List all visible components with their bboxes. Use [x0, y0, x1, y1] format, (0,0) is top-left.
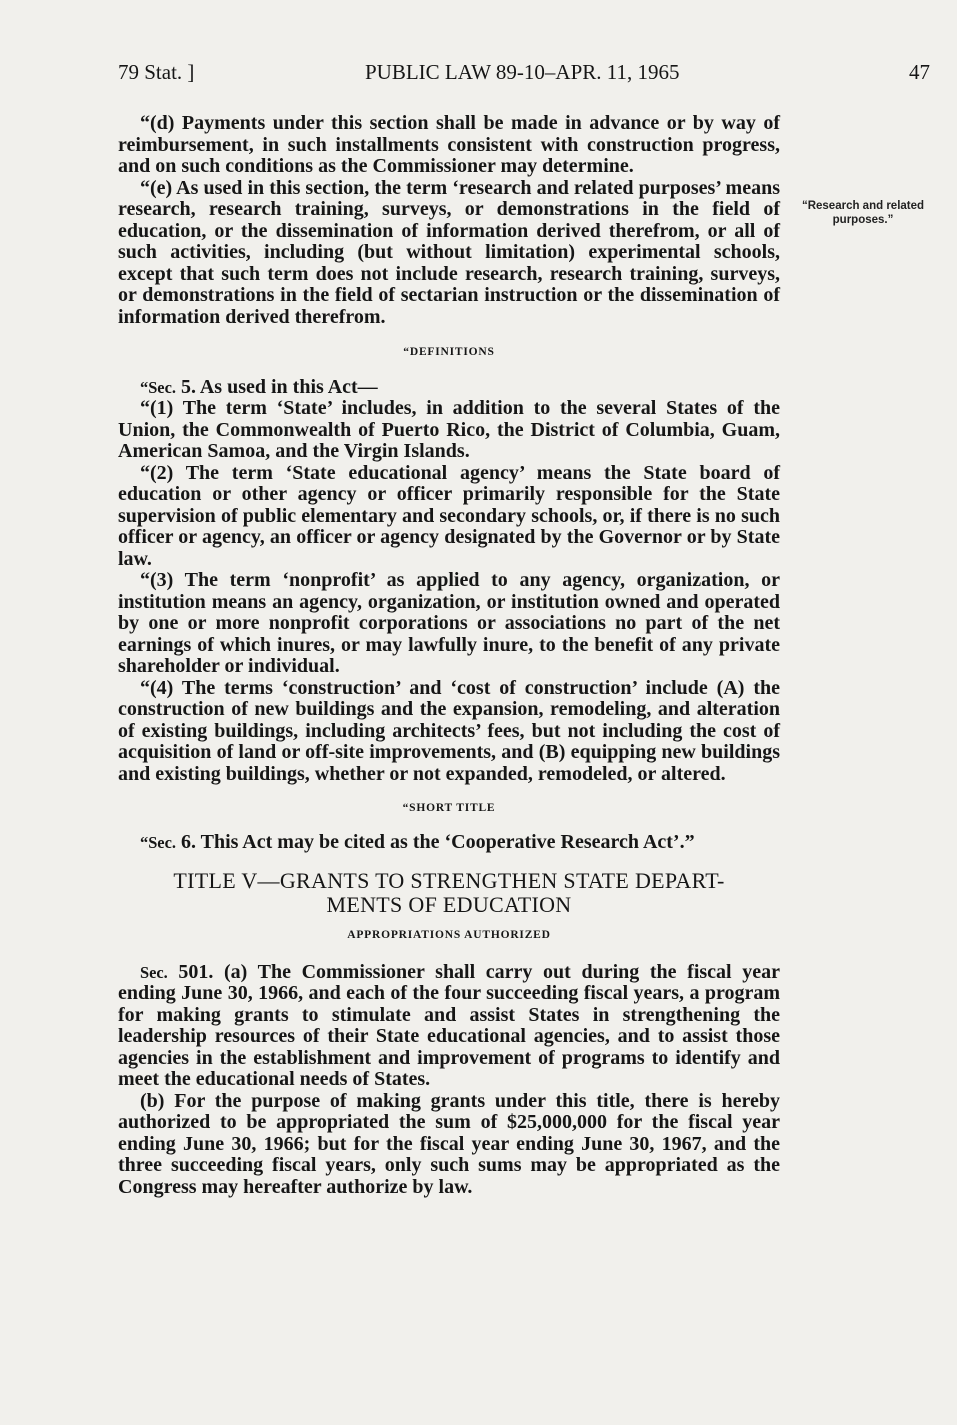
definition-construction: “(4) The terms ‘construction’ and ‘cost of construction’ include (A) the construction of new buildings and the expansion, remodeling, and alteration of existing buildings, including architects’ fees, but not including the cost of acquisition of land or off-site improvements, and (B) equipping new buildings and existing buildings, whether or not expanded, remodeled, or altered. — [118, 676, 780, 785]
section-501-a — [118, 962, 780, 1091]
section-6 — [118, 832, 780, 854]
section-5-intro — [118, 377, 780, 399]
section-text: 6. This Act may be cited as the ‘Cooperative Research Act’.” — [175, 830, 695, 853]
definition-state: “(1) The term ‘State’ includes, in addition to the several States of the Union, the Commonwealth of Puerto Rico, the District of Columbia, Guam, American Samoa, and the Virgin Islands. — [118, 397, 780, 462]
section-text: 501. (a) The Commissioner shall carry out during the fiscal year ending June 30, 1966, and each of the four succeeding fiscal years, a program for making grants to stimulate and assist States in strengthening the leadership resources of their State educational agencies, and to assist those agencies in the establishment and improvement of programs to identify and meet the educational needs of States. — [118, 960, 780, 1090]
paragraph-research-definition: “(e) As used in this section, the term ‘research and related purposes’ means research, research training, surveys, or demonstrations in the field of education, or the dissemination of information derived therefrom, or all of such activities, including (but without limitation) experimental schools, except that such term does not include research, research training, surveys, or demonstrations in the field of sectarian instruction or the dissemination of information derived therefrom. — [118, 176, 780, 328]
section-label: “Sec. — [140, 832, 176, 852]
section-text: 5. As used in this Act— — [175, 375, 378, 398]
page-number: 47 — [909, 60, 930, 84]
appropriations-heading: APPROPRIATIONS AUTHORIZED — [347, 929, 551, 941]
definitions-heading: “DEFINITIONS — [403, 346, 495, 358]
title-line: TITLE V—GRANTS TO STRENGTHEN STATE DEPART- — [173, 868, 725, 893]
section-label: “Sec. — [140, 377, 176, 397]
law-title-date: PUBLIC LAW 89-10–APR. 11, 1965 — [365, 60, 680, 84]
running-header — [118, 60, 930, 94]
statute-reference: 79 Stat. ] — [118, 60, 195, 84]
section-label: Sec. — [140, 962, 168, 982]
paragraph-payments: “(d) Payments under this section shall be made in advance or by way of reimbursement, in such installments consistent with construction progress, and on such conditions as the Commissioner may determine. — [118, 112, 780, 177]
margin-note: “Research and related purposes.” — [801, 200, 925, 226]
short-title-heading: “SHORT TITLE — [402, 802, 496, 814]
title-line: MENTS OF EDUCATION — [326, 892, 572, 917]
definition-state-educational-agency: “(2) The term ‘State educational agency’ means the State board of education or other agency or officer primarily responsible for the State supervision of public elementary and secondary schools, or, if there is no such officer or agency, an officer or agency designated by the Governor or by State law. — [118, 461, 780, 570]
section-501-b: (b) For the purpose of making grants under this title, there is hereby authorized to be appropriated the sum of $25,000,000 for the fiscal year ending June 30, 1966; but for the fiscal year ending June 30, 1967, and the three succeeding fiscal years, only such sums may be appropriated as the Congress may hereafter authorize by law. — [118, 1089, 780, 1198]
title-v-heading — [118, 869, 780, 917]
definition-nonprofit: “(3) The term ‘nonprofit’ as applied to any agency, organization, or institution means an agency, organization, or institution owned and operated by one or more nonprofit corporations or associations no part of the net earnings of which inures, or may lawfully inure, to the benefit of any private shareholder or individual. — [118, 569, 780, 677]
page-body — [118, 113, 780, 1198]
